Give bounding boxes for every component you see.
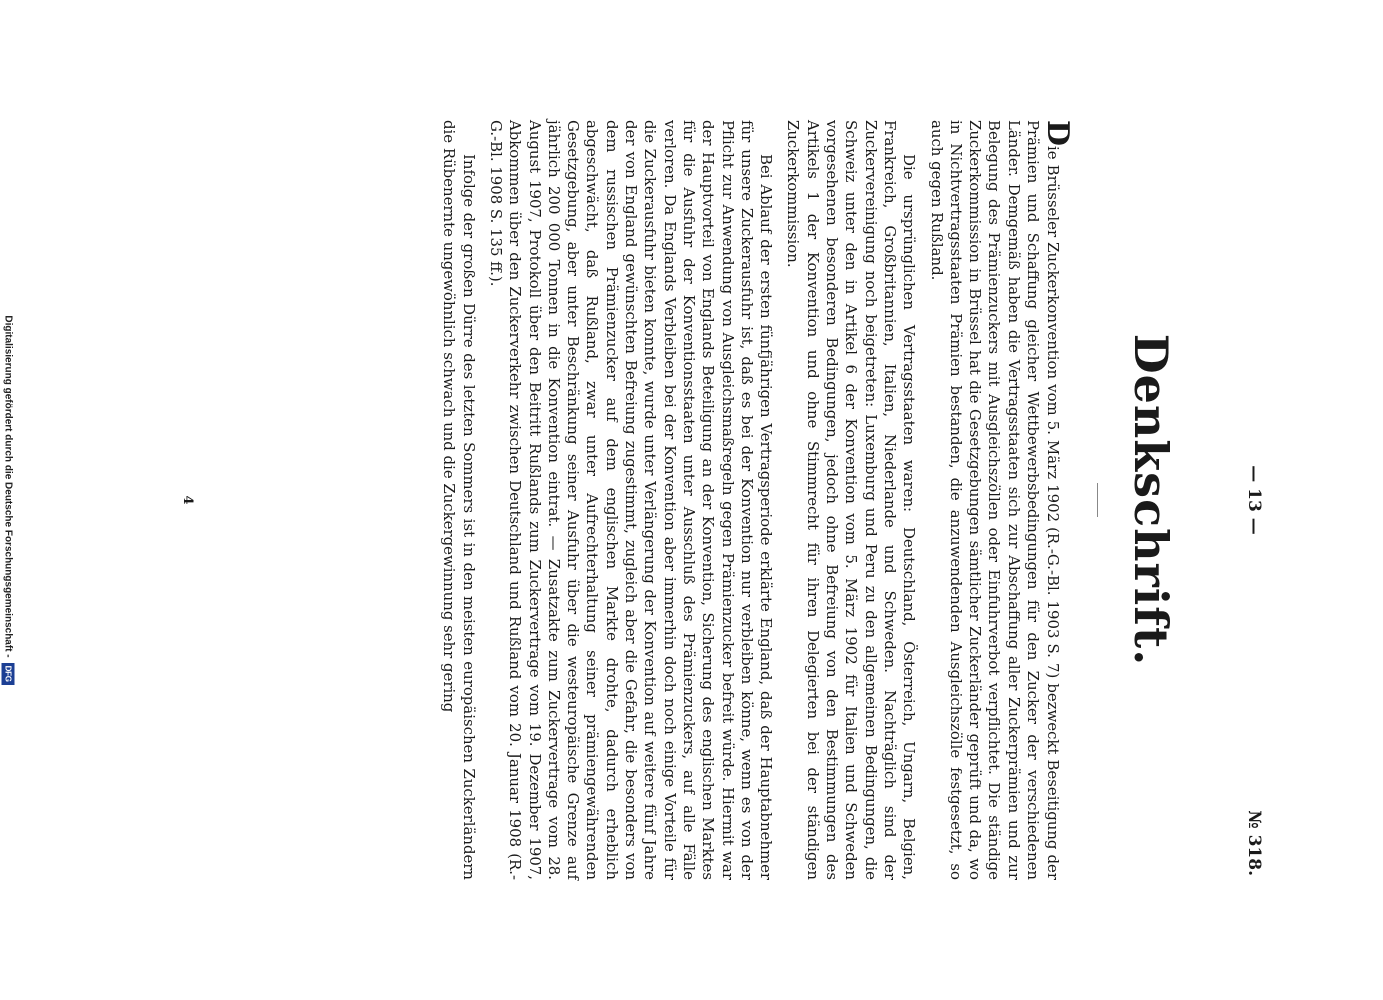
paragraph-2: Die ursprünglichen Vertragsstaaten waren: Deutschland, Österreich, Ungarn, Belgien, Frankreich, Großbritannien, Italien, Niederlande und Schweden. Nachträglich sind der Zuckervereinigung noch beigetreten: Luxemburg und Peru zu den allgemeinen Bedingungen, die Schweiz unter den in Artikel 6 der Konvention vom 5. März 1902 für Italien und Schweden vorgesehenen besonderen Bedingungen, jedoch ohne Befreiung von den Bestimmungen des Artikels 1 der Konvention und ohne Stimmrecht für ihren Delegierten bei der ständigen Zuckerkommission. xyxy=(784,120,919,880)
page-header xyxy=(1230,120,1270,880)
paragraph-3: Bei Ablauf der ersten fünfjährigen Vertragsperiode erklärte England, daß der Hauptabnehmer für unsere Zuckerausfuhr ist, daß es bei der Konvention nur verbleiben könne, wenn es von der Pflicht zur Anwendung von Ausgleichsmaßregeln gegen Prämienzucker befreit würde. Hiermit war der Hauptvorteil von Englands Beteiligung an der Konvention, Sicherung des englischen Marktes für die Ausfuhr der Konventionsstaaten unter Ausschluß des Prämienzuckers, auf alle Fälle verloren. Da Englands Verbleiben bei der Konvention aber immerhin doch noch einige Vorteile für die Zuckerausfuhr bieten konnte, wurde unter Verlängerung der Konvention auf weitere fünf Jahre der von England gewünschten Befreiung zugestimmt, zugleich aber die Gefahr, die besonders von dem russischen Prämienzucker auf dem englischen Markte drohte, dadurch erheblich abgeschwächt, daß Rußland, zwar unter Aufrechterhaltung seiner prämiengewährenden Gesetzgebung, aber unter Beschränkung seiner Ausfuhr über die westeuropäische Grenze auf jährlich 200 000 Tonnen in die Konvention eintrat. — Zusatzakte zum Zuckervertrage vom 28. August 1907, Protokoll über den Beitritt Rußlands zum Zuckervertrage vom 19. Dezember 1907, Abkommen über den Zuckerverkehr zwischen Deutschland und Rußland vom 20. Januar 1908 (R.-G.-Bl. 1908 S. 135 ff.). xyxy=(486,120,776,880)
digitization-footer xyxy=(0,0,16,1000)
dfg-logo-icon: DFG xyxy=(2,663,15,685)
paragraph-1 xyxy=(926,120,1075,880)
document-title: Denkschrift. xyxy=(1124,333,1178,667)
page-number: — 13 — xyxy=(1244,465,1264,535)
title-divider xyxy=(1097,483,1098,517)
paragraph-1-text: ie Brüsseler Zuckerkonvention vom 5. März 1902 (R.-G.-Bl. 1903 S. 7) bezweckt Beseitigung der Prämien und Schaffung gleicher Wettbewerbsbedingungen für den Zucker der verschiedenen Länder. Demgemäß haben die Vertragsstaaten sich zur Abschaffung aller Zuckerprämien und zur Belegung des Prämienzuckers mit Ausgleichszöllen oder Einfuhrverbot verpflichtet. Die ständige Zuckerkommission in Brüssel hat die Gesetzgebungen sämtlicher Zuckerländer geprüft und da, wo in Nichtvertragsstaaten Prämien bestanden, die anzuwendenden Ausgleichszölle festgesetzt, so auch gegen Rußland. xyxy=(927,120,1062,880)
digitization-note: Digitalisierung gefördert durch die Deutsche Forschungsgemeinschaft - xyxy=(2,315,14,658)
document-number: № 318. xyxy=(1244,810,1264,876)
document-page xyxy=(120,80,1270,920)
paragraph-4: Infolge der großen Dürre des letzten Sommers ist in den meisten europäischen Zuckerländern die Rübenernte ungewöhnlich schwach und die Zuckergewinnung sehr gering xyxy=(440,120,478,880)
sheet-signature: 4 xyxy=(180,495,195,505)
rotated-page-content xyxy=(120,120,1270,880)
drop-cap: D xyxy=(1040,120,1075,147)
digitization-footer-text-wrap xyxy=(2,10,15,990)
document-body xyxy=(439,120,1075,880)
